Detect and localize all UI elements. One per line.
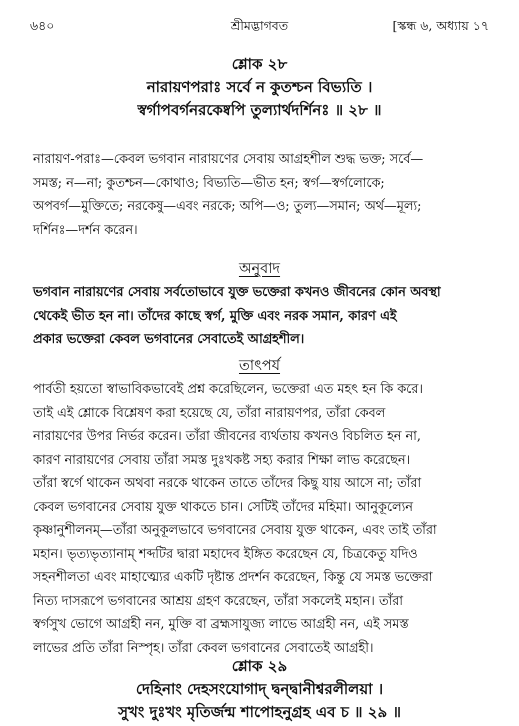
purport-line: সহনশীলতা এবং মাহাত্ম্যের একটি দৃষ্টান্ত প্রদর্শন করেছেন, কিন্তু যে সমস্ত ভক্তেরা [33,570,433,585]
purport-block [33,378,487,660]
translation-heading: অনুবাদ [238,261,281,277]
synonyms-block [33,148,487,242]
purport-line: লাভের প্রতি তাঁরা নিস্পৃহ। তাঁরা কেবল ভগবানের সেবাতেই আগ্রহী। [33,640,374,656]
synonyms-line: অপবর্গ—মুক্তিতে; নরকেষু—এবং নরকে; অপি—ও; তুল্য—সমান; অর্থ—মূল্য; [33,199,422,214]
purport-heading: তাৎপর্য [238,358,281,374]
purport-line: স্বর্গসুখ ভোগে আগ্রহী নন, মুক্তি বা ব্রহ্মসাযুজ্য লাভে আগ্রহী নন, এই সমস্ত [33,617,409,632]
purport-line: নারায়ণের উপর নির্ভর করেন। তাঁরা জীবনের ব্যর্থতায় কখনও বিচলিত হন না, [33,429,421,444]
purport-line: কারণ নারায়ণের সেবায় তাঁরা সমস্ত দুঃখকষ্ট সহ্য করার শিক্ষা লাভ করেছেন। [33,452,411,468]
purport-line: কেবল ভগবানের সেবায় যুক্ত থাকতে চান। সেটিই তাঁদের মহিমা। আনুকূল্যেন [33,499,413,515]
book-title: শ্রীমদ্ভাগবত [230,18,289,33]
sloka-29-label: শ্লোক ২৯ [231,657,288,675]
sloka-28-line-2: স্বর্গাপবর্গনরকেষ্বপি তুল্যার্থদর্শিনঃ ॥ ২৮ ॥ [137,101,382,119]
synonyms-line: সমস্ত; ন—না; কুতশ্চন—কোথাও; বিভ্যতি—ভীত হন; স্বর্গ—স্বর্গলোকে; [33,175,385,191]
running-header [30,18,489,38]
sloka-28-label: শ্লোক ২৮ [231,55,288,73]
purport-line: মহান। ভৃত্যভৃত্যানাম্ শব্দটির দ্বারা মহাদেব ইঙ্গিত করেছেন যে, চিত্রকেতু যদিও [33,546,418,562]
sloka-29-line-1: দেহিনাং দেহসংযোগাদ্ দ্বন্দ্বানীশ্বরলীলয়া । [135,680,384,698]
translation-line: প্রকার ভক্তেরা কেবল ভগবানের সেবাতেই আগ্রহশীল। [33,332,305,347]
purport-line: পার্বতী হয়তো স্বাভাবিকভাবেই প্রশ্ন করেছিলেন, ভক্তেরা এত মহৎ হন কি করে। [33,382,423,397]
purport-line: তাই এই শ্লোকে বিশ্লেষণ করা হয়েছে যে, তাঁরা নারায়ণপর, তাঁরা কেবল [33,405,386,421]
purport-line: তাঁরা স্বর্গে থাকেন অথবা নরকে থাকেন তাতে তাঁদের কিছু যায় আসে না; তাঁরা [33,476,422,491]
section-reference: [স্কন্ধ ৬, অধ্যায় ১৭ [392,18,489,33]
purport-line: নিত্য দাসরূপে ভগবানের আশ্রয় গ্রহণ করেছেন, তাঁরা সকলেই মহান। তাঁরা [33,593,404,609]
sloka-28-line-1: নারায়ণপরাঃ সর্বে ন কুতশ্চন বিভ্যতি । [146,78,373,96]
synonyms-line: দর্শিনঃ—দর্শন করেন। [33,222,138,238]
translation-line: থেকেই ভীত হন না। তাঁদের কাছে স্বর্গ, মুক্তি এবং নরক সমান, কারণ এই [33,308,397,324]
synonyms-line: নারায়ণ-পরাঃ—কেবল ভগবান নারায়ণের সেবায় আগ্রহশীল শুদ্ধ ভক্ত; সর্বে— [33,152,424,167]
page-number: ৬৪০ [30,18,55,33]
purport-line: কৃষ্ণানুশীলনম্—তাঁরা অনুকূলভাবে ভগবানের সেবায় যুক্ত থাকেন, এবং তাই তাঁরা [33,523,437,538]
translation-line: ভগবান নারায়ণের সেবায় সর্বতোভাবে যুক্ত ভক্তেরা কখনও জীবনের কোন অবস্থা [33,285,441,300]
translation-block [33,281,487,352]
sloka-29-line-2: সুখং দুঃখং মৃতির্জন্ম শাপোহনুগ্রহ এব চ ॥ ২৯ ॥ [118,703,401,721]
